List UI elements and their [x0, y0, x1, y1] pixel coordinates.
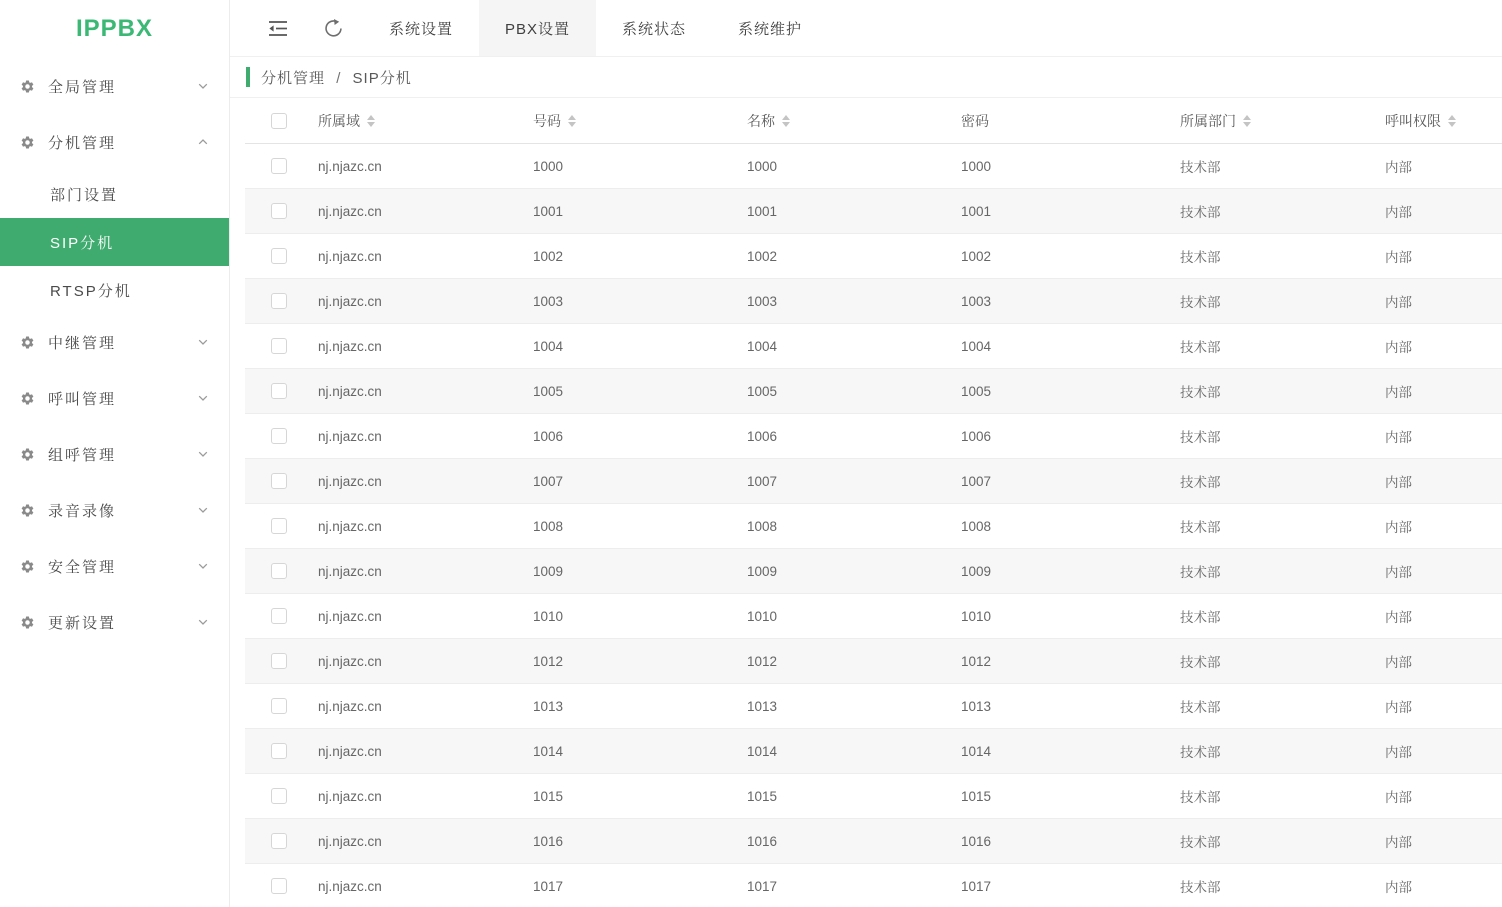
sidebar-item-3[interactable] [0, 314, 229, 370]
cell-password: 1016 [961, 833, 992, 849]
gear-icon [20, 615, 35, 630]
cell-number: 1012 [533, 653, 564, 669]
tab-label: 系统设置 [389, 20, 454, 38]
cell-number: 1004 [533, 338, 564, 354]
column-header-label: 所属部门 [1180, 112, 1236, 129]
cell-permission: 内部 [1385, 160, 1412, 175]
select-all-checkbox[interactable] [271, 113, 287, 129]
sidebar-item-label: 分机管理 [48, 134, 117, 152]
cell-password: 1002 [961, 248, 992, 264]
cell-password: 1005 [961, 383, 992, 399]
gear-icon [20, 79, 35, 94]
extensions-table [245, 98, 1502, 907]
cell-permission: 内部 [1385, 250, 1412, 265]
gear-icon [20, 503, 35, 518]
column-header-label: 所属域 [318, 112, 360, 129]
gear-icon [20, 447, 35, 462]
cell-number: 1000 [533, 158, 564, 174]
row-checkbox-cell [245, 324, 318, 368]
refresh-icon[interactable] [324, 0, 343, 56]
cell-department: 技术部 [1180, 520, 1221, 535]
cell-number: 1001 [533, 203, 564, 219]
table-row [245, 774, 1502, 819]
table-column-header[interactable] [747, 98, 961, 143]
cell-department: 技术部 [1180, 835, 1221, 850]
tab-1[interactable] [363, 0, 479, 56]
breadcrumb-current: SIP分机 [352, 69, 412, 87]
chevron-down-icon [197, 560, 209, 572]
chevron-down-icon [197, 448, 209, 460]
sidebar-submenu-item[interactable] [0, 266, 229, 314]
cell-domain: nj.njazc.cn [318, 653, 382, 669]
row-checkbox-cell [245, 819, 318, 863]
table-row [245, 864, 1502, 907]
cell-name: 1008 [747, 518, 778, 534]
table-row [245, 234, 1502, 279]
cell-password: 1014 [961, 743, 992, 759]
breadcrumb-separator: / [336, 69, 342, 87]
cell-name: 1016 [747, 833, 778, 849]
row-checkbox[interactable] [271, 473, 287, 489]
table-row [245, 504, 1502, 549]
chevron-down-icon [197, 504, 209, 516]
cell-domain: nj.njazc.cn [318, 293, 382, 309]
sort-icon[interactable] [1448, 115, 1456, 127]
cell-department: 技术部 [1180, 385, 1221, 400]
sort-icon[interactable] [568, 115, 576, 127]
table-row [245, 549, 1502, 594]
cell-domain: nj.njazc.cn [318, 878, 382, 894]
tab-4[interactable] [712, 0, 828, 56]
cell-permission: 内部 [1385, 565, 1412, 580]
cell-department: 技术部 [1180, 880, 1221, 895]
table-column-header[interactable] [961, 98, 1180, 143]
table-column-header[interactable] [1385, 98, 1502, 143]
cell-number: 1005 [533, 383, 564, 399]
chevron-down-icon [197, 336, 209, 348]
cell-department: 技术部 [1180, 565, 1221, 580]
row-checkbox[interactable] [271, 743, 287, 759]
cell-name: 1009 [747, 563, 778, 579]
cell-domain: nj.njazc.cn [318, 743, 382, 759]
tab-label: 系统状态 [622, 20, 687, 38]
cell-domain: nj.njazc.cn [318, 608, 382, 624]
cell-number: 1002 [533, 248, 564, 264]
table-row [245, 414, 1502, 459]
sort-icon[interactable] [782, 115, 790, 127]
cell-department: 技术部 [1180, 430, 1221, 445]
cell-name: 1010 [747, 608, 778, 624]
row-checkbox-cell [245, 774, 318, 818]
cell-permission: 内部 [1385, 520, 1412, 535]
row-checkbox[interactable] [271, 428, 287, 444]
cell-department: 技术部 [1180, 700, 1221, 715]
cell-permission: 内部 [1385, 205, 1412, 220]
table-row [245, 729, 1502, 774]
sidebar-item-6[interactable] [0, 482, 229, 538]
sidebar-submenu-item[interactable] [0, 218, 229, 266]
gear-icon [20, 335, 35, 350]
table-row [245, 819, 1502, 864]
sidebar-subitem-label: RTSP分机 [50, 282, 132, 300]
cell-department: 技术部 [1180, 160, 1221, 175]
row-checkbox[interactable] [271, 338, 287, 354]
cell-domain: nj.njazc.cn [318, 788, 382, 804]
cell-password: 1000 [961, 158, 992, 174]
tab-label: PBX设置 [505, 20, 571, 38]
sidebar-subitem-label: 部门设置 [50, 186, 119, 204]
cell-permission: 内部 [1385, 745, 1412, 760]
row-checkbox-cell [245, 504, 318, 548]
row-checkbox-cell [245, 369, 318, 413]
row-checkbox[interactable] [271, 203, 287, 219]
cell-domain: nj.njazc.cn [318, 698, 382, 714]
gear-icon [20, 391, 35, 406]
cell-number: 1015 [533, 788, 564, 804]
sidebar-item-label: 录音录像 [48, 502, 117, 520]
cell-name: 1017 [747, 878, 778, 894]
cell-password: 1013 [961, 698, 992, 714]
sidebar-item-label: 中继管理 [48, 334, 117, 352]
table-column-header[interactable] [318, 98, 533, 143]
table-row [245, 279, 1502, 324]
row-checkbox[interactable] [271, 248, 287, 264]
cell-name: 1000 [747, 158, 778, 174]
cell-domain: nj.njazc.cn [318, 518, 382, 534]
app-logo: IPPBX [75, 15, 154, 42]
cell-password: 1001 [961, 203, 992, 219]
gear-icon [20, 135, 35, 150]
cell-name: 1006 [747, 428, 778, 444]
column-header-label: 名称 [747, 112, 775, 129]
menu-fold-icon[interactable] [268, 0, 288, 56]
gear-icon [20, 559, 35, 574]
cell-name: 1002 [747, 248, 778, 264]
cell-name: 1012 [747, 653, 778, 669]
row-checkbox[interactable] [271, 878, 287, 894]
cell-password: 1007 [961, 473, 992, 489]
row-checkbox-cell [245, 279, 318, 323]
topbar [230, 0, 1502, 57]
table-row [245, 459, 1502, 504]
row-checkbox-cell [245, 234, 318, 278]
sort-icon[interactable] [367, 115, 375, 127]
column-header-label: 号码 [533, 112, 561, 129]
cell-department: 技术部 [1180, 745, 1221, 760]
sort-icon[interactable] [1243, 115, 1251, 127]
cell-domain: nj.njazc.cn [318, 158, 382, 174]
sidebar-item-label: 呼叫管理 [48, 390, 117, 408]
cell-department: 技术部 [1180, 790, 1221, 805]
tab-3[interactable] [596, 0, 712, 56]
cell-name: 1007 [747, 473, 778, 489]
cell-number: 1007 [533, 473, 564, 489]
cell-number: 1003 [533, 293, 564, 309]
cell-name: 1004 [747, 338, 778, 354]
row-checkbox-cell [245, 189, 318, 233]
row-checkbox[interactable] [271, 563, 287, 579]
cell-password: 1009 [961, 563, 992, 579]
cell-permission: 内部 [1385, 340, 1412, 355]
table-row [245, 144, 1502, 189]
cell-name: 1005 [747, 383, 778, 399]
cell-number: 1010 [533, 608, 564, 624]
cell-permission: 内部 [1385, 430, 1412, 445]
sidebar-submenu-item[interactable] [0, 170, 229, 218]
table-row [245, 594, 1502, 639]
breadcrumb-accent-bar [246, 67, 250, 87]
cell-permission: 内部 [1385, 655, 1412, 670]
row-checkbox-cell [245, 144, 318, 188]
table-row [245, 324, 1502, 369]
cell-department: 技术部 [1180, 340, 1221, 355]
breadcrumb-parent: 分机管理 [261, 69, 326, 87]
row-checkbox[interactable] [271, 293, 287, 309]
sidebar-item-label: 组呼管理 [48, 446, 117, 464]
row-checkbox-cell [245, 594, 318, 638]
table-body [245, 144, 1502, 907]
cell-domain: nj.njazc.cn [318, 428, 382, 444]
row-checkbox-cell [245, 684, 318, 728]
table-header-row [245, 98, 1502, 144]
cell-domain: nj.njazc.cn [318, 338, 382, 354]
sidebar-item-8[interactable] [0, 594, 229, 650]
cell-permission: 内部 [1385, 295, 1412, 310]
topbar-tabs [363, 0, 828, 56]
row-checkbox-cell [245, 864, 318, 907]
table-row [245, 684, 1502, 729]
row-checkbox[interactable] [271, 158, 287, 174]
cell-permission: 内部 [1385, 385, 1412, 400]
chevron-down-icon [197, 616, 209, 628]
breadcrumb [230, 57, 1502, 98]
cell-domain: nj.njazc.cn [318, 833, 382, 849]
chevron-down-icon [197, 80, 209, 92]
row-checkbox-cell [245, 414, 318, 458]
column-header-label: 密码 [961, 112, 989, 129]
cell-number: 1006 [533, 428, 564, 444]
row-checkbox-cell [245, 729, 318, 773]
cell-department: 技术部 [1180, 610, 1221, 625]
cell-department: 技术部 [1180, 295, 1221, 310]
cell-permission: 内部 [1385, 790, 1412, 805]
sidebar-item-2[interactable] [0, 114, 229, 170]
cell-number: 1016 [533, 833, 564, 849]
sidebar-item-1[interactable] [0, 58, 229, 114]
sidebar-item-label: 安全管理 [48, 558, 117, 576]
row-checkbox[interactable] [271, 788, 287, 804]
table-row [245, 639, 1502, 684]
cell-domain: nj.njazc.cn [318, 203, 382, 219]
cell-name: 1001 [747, 203, 778, 219]
cell-permission: 内部 [1385, 880, 1412, 895]
row-checkbox[interactable] [271, 608, 287, 624]
row-checkbox-cell [245, 459, 318, 503]
cell-number: 1008 [533, 518, 564, 534]
main-area [230, 0, 1502, 907]
chevron-up-icon [197, 136, 209, 148]
cell-number: 1017 [533, 878, 564, 894]
column-header-label: 呼叫权限 [1385, 112, 1441, 129]
table-column-header[interactable] [1180, 98, 1385, 143]
sidebar-menu [0, 58, 229, 650]
cell-domain: nj.njazc.cn [318, 383, 382, 399]
cell-department: 技术部 [1180, 250, 1221, 265]
cell-password: 1006 [961, 428, 992, 444]
table-column-header[interactable] [533, 98, 747, 143]
cell-password: 1004 [961, 338, 992, 354]
row-checkbox[interactable] [271, 698, 287, 714]
cell-permission: 内部 [1385, 700, 1412, 715]
cell-password: 1008 [961, 518, 992, 534]
row-checkbox[interactable] [271, 653, 287, 669]
cell-domain: nj.njazc.cn [318, 248, 382, 264]
row-checkbox[interactable] [271, 518, 287, 534]
cell-number: 1014 [533, 743, 564, 759]
cell-department: 技术部 [1180, 655, 1221, 670]
cell-name: 1015 [747, 788, 778, 804]
cell-name: 1013 [747, 698, 778, 714]
sidebar [0, 0, 230, 907]
sidebar-item-4[interactable] [0, 370, 229, 426]
tab-label: 系统维护 [738, 20, 803, 38]
cell-password: 1003 [961, 293, 992, 309]
cell-number: 1009 [533, 563, 564, 579]
sidebar-subitem-label: SIP分机 [50, 234, 115, 252]
sidebar-item-label: 全局管理 [48, 78, 117, 96]
row-checkbox[interactable] [271, 383, 287, 399]
cell-number: 1013 [533, 698, 564, 714]
chevron-down-icon [197, 392, 209, 404]
cell-department: 技术部 [1180, 475, 1221, 490]
cell-department: 技术部 [1180, 205, 1221, 220]
cell-name: 1014 [747, 743, 778, 759]
table-row [245, 189, 1502, 234]
row-checkbox-cell [245, 639, 318, 683]
cell-password: 1017 [961, 878, 992, 894]
table-row [245, 369, 1502, 414]
cell-password: 1012 [961, 653, 992, 669]
row-checkbox-cell [245, 549, 318, 593]
row-checkbox[interactable] [271, 833, 287, 849]
cell-password: 1015 [961, 788, 992, 804]
cell-permission: 内部 [1385, 610, 1412, 625]
cell-permission: 内部 [1385, 835, 1412, 850]
cell-password: 1010 [961, 608, 992, 624]
cell-name: 1003 [747, 293, 778, 309]
cell-permission: 内部 [1385, 475, 1412, 490]
cell-domain: nj.njazc.cn [318, 563, 382, 579]
sidebar-item-5[interactable] [0, 426, 229, 482]
tab-2[interactable] [479, 0, 596, 56]
sidebar-item-label: 更新设置 [48, 614, 117, 632]
header-checkbox-cell [245, 98, 318, 143]
sidebar-item-7[interactable] [0, 538, 229, 594]
cell-domain: nj.njazc.cn [318, 473, 382, 489]
